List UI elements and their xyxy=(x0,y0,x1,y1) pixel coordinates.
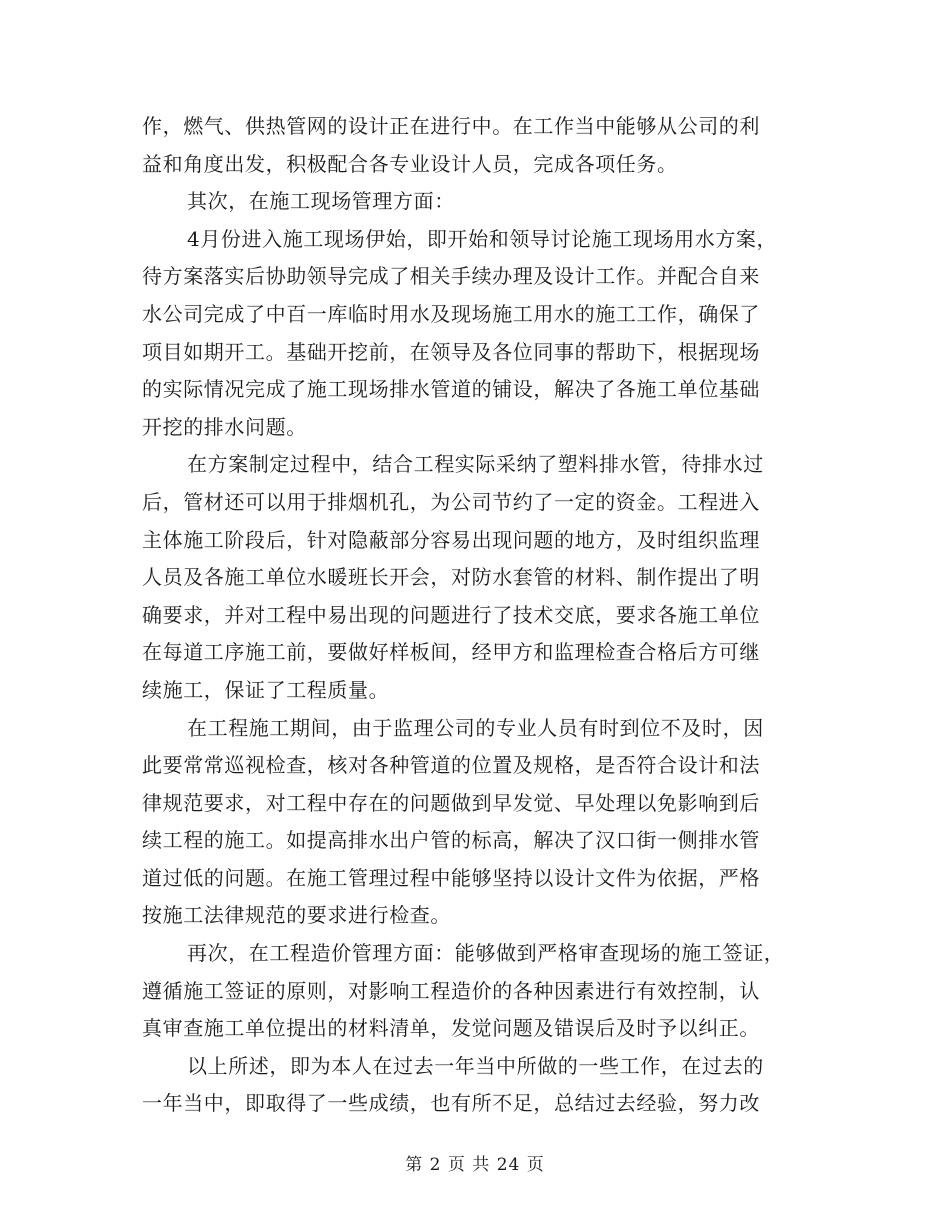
text-line: 律规范要求，对工程中存在的问题做到早发觉、早处理以免影响到后 xyxy=(142,790,760,815)
document-body xyxy=(142,108,802,1123)
text-line: 项目如期开工。基础开挖前，在领导及各位同事的帮助下，根据现场 xyxy=(142,339,760,364)
text-line: 道过低的问题。在施工管理过程中能够坚持以设计文件为依据，严格 xyxy=(142,865,760,890)
text-line: 此要常常巡视检查，核对各种管道的位置及规格，是否符合设计和法 xyxy=(142,753,760,778)
text-line: 主体施工阶段后，针对隐蔽部分容易出现问题的地方，及时组织监理 xyxy=(142,527,760,552)
text-line: 在工程施工期间，由于监理公司的专业人员有时到位不及时，因 xyxy=(187,715,764,740)
text-line: 按施工法律规范的要求进行检查。 xyxy=(142,903,451,928)
text-line: 在每道工序施工前，要做好样板间，经甲方和监理检查合格后方可继 xyxy=(142,640,760,665)
text-line: 水公司完成了中百一库临时用水及现场施工用水的施工工作，确保了 xyxy=(142,301,760,326)
text-line: 真审查施工单位提出的材料清单，发觉问题及错误后及时予以纠正。 xyxy=(142,1016,760,1041)
text-line: 续施工，保证了工程质量。 xyxy=(142,677,390,702)
page-number-footer: 第 2 页 共 24 页 xyxy=(405,1155,545,1175)
text-line: 开挖的排水问题。 xyxy=(142,414,307,439)
text-line: 其次，在施工现场管理方面： xyxy=(187,189,455,214)
text-line: 后，管材还可以用于排烟机孔，为公司节约了一定的资金。工程进入 xyxy=(142,489,760,514)
text-line: 益和角度出发，积极配合各专业设计人员，完成各项任务。 xyxy=(142,151,678,176)
text-line: 人员及各施工单位水暖班长开会，对防水套管的材料、制作提出了明 xyxy=(142,565,760,590)
text-line: 遵循施工签证的原则，对影响工程造价的各种因素进行有效控制，认 xyxy=(142,978,760,1003)
text-line: 以上所述，即为本人在过去一年当中所做的一些工作，在过去的 xyxy=(187,1053,764,1078)
text-line: 待方案落实后协助领导完成了相关手续办理及设计工作。并配合自来 xyxy=(142,264,760,289)
text-line: 确要求，并对工程中易出现的问题进行了技术交底，要求各施工单位 xyxy=(142,602,760,627)
text-line: 续工程的施工。如提高排水出户管的标高，解决了汉口街一侧排水管 xyxy=(142,828,760,853)
text-line: 的实际情况完成了施工现场排水管道的铺设，解决了各施工单位基础 xyxy=(142,377,760,402)
text-line: 作，燃气、供热管网的设计正在进行中。在工作当中能够从公司的利 xyxy=(142,114,760,138)
text-line: 4月份进入施工现场伊始，即开始和领导讨论施工现场用水方案， xyxy=(187,226,778,251)
text-line: 在方案制定过程中，结合工程实际采纳了塑料排水管，待排水过 xyxy=(187,452,764,477)
text-line: 一年当中，即取得了一些成绩，也有所不足，总结过去经验，努力改 xyxy=(142,1091,760,1116)
text-line: 再次，在工程造价管理方面：能够做到严格审查现场的施工签证， xyxy=(187,941,785,966)
